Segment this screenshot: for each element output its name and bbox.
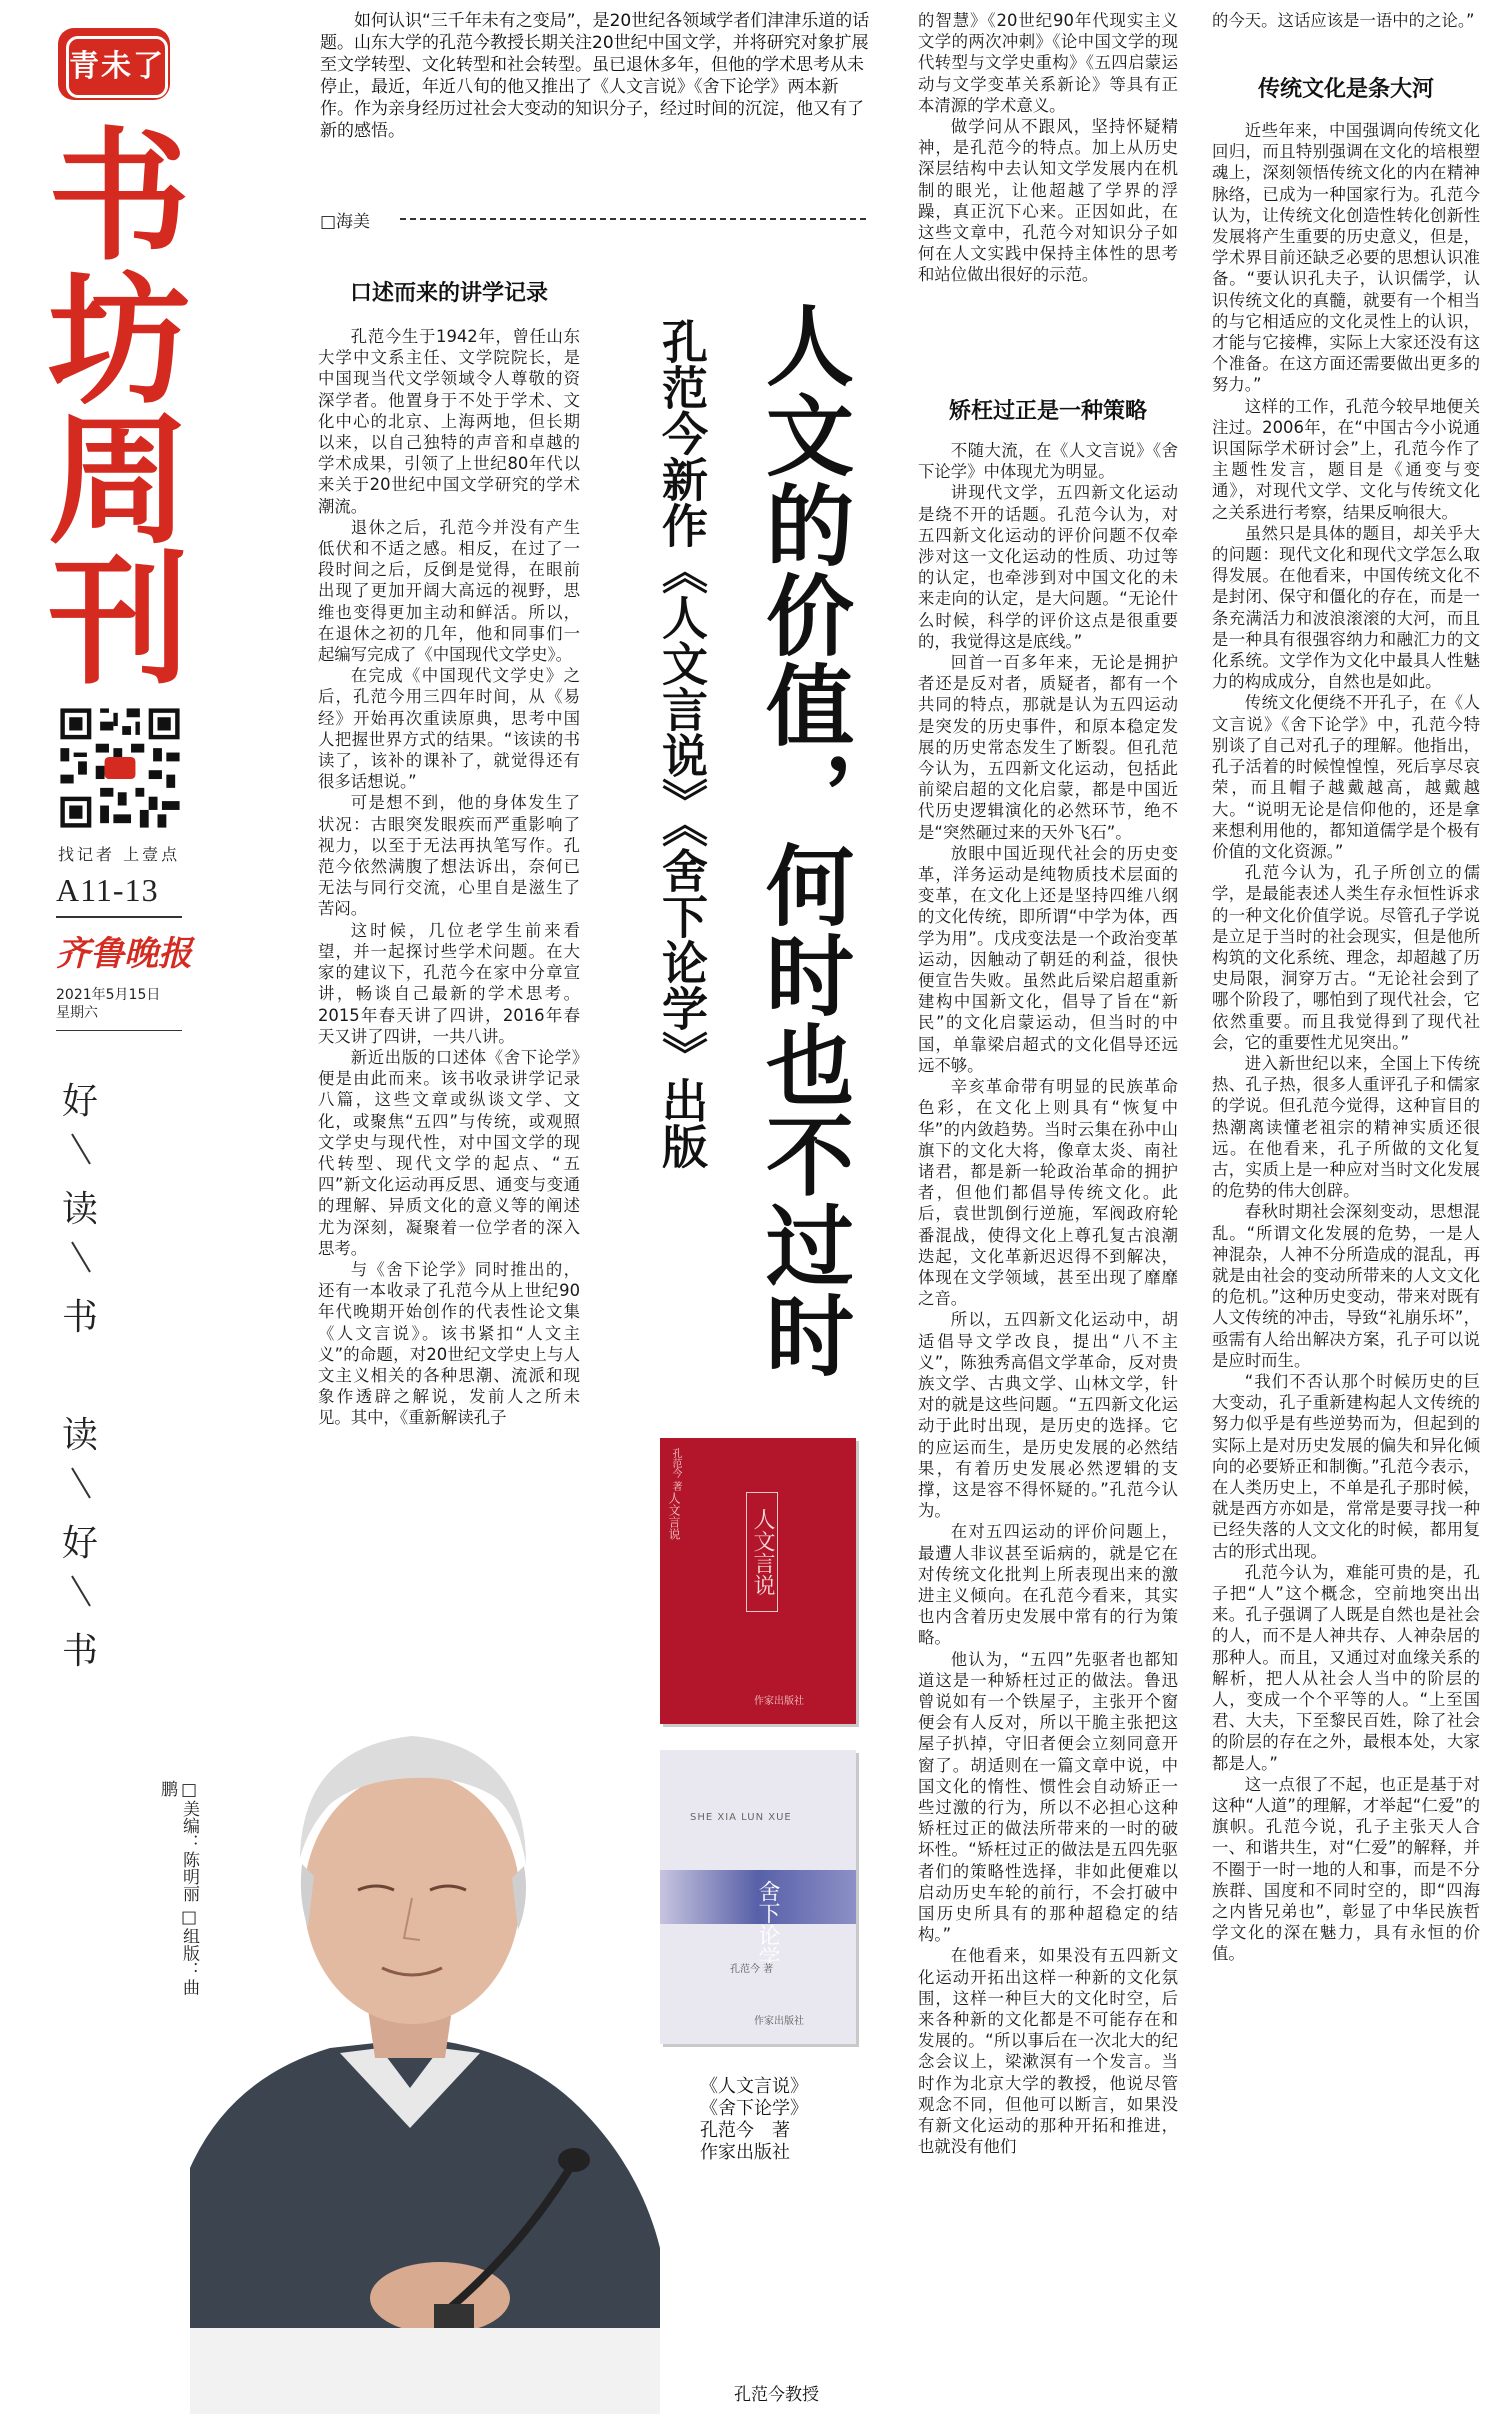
slash-divider-icon — [66, 1132, 96, 1166]
paragraph: 虽然只是具体的题目，却关乎大的问题：现代文化和现代文学怎么取得发展。在他看来，中国传统文化不是封闭、保守和僵化的存在，而是一条充满活力和波浪滚滚的大河，而且是一种具有很强容纳力和融汇力的文化系统。文学作为文化中最具人性魅力的构成成分，自然也是如此。 — [1212, 523, 1480, 692]
paragraph: 他认为，“五四”先驱者也都知道这是一种矫枉过正的做法。鲁迅曾说如有一个铁屋子，主张开个窗便会有人反对，所以干脆主张把这屋子扒掉，守旧者便会立刻同意开窗了。胡适则在一篇文章中说，中国文化的惰性、惯性会自动矫正一些过激的行为，所以不必担心这种矫枉过正的做法所带来的一时的破坏性。“矫枉过正的做法是五四先驱者们的策略性选择，非如此便难以启动历史车轮的前行，不会打破中国历史所具有的那种超稳定的结构。” — [918, 1649, 1178, 1945]
slogan-char: 好 — [61, 1523, 98, 1564]
section-heading: 口述而来的讲学记录 — [349, 281, 548, 306]
paragraph: 近些年来，中国强调向传统文化回归，而且特别强调在文化的培根塑魂上，深刻领悟传统文化的内在精神脉络，已成为一种国家行为。孔范今认为，让传统文化创造性转化创新性发展将产生重要的历史意义，但是，学术界目前还缺乏必要的思想认识准备。“要认识孔夫子，认识儒学，认识传统文化的真髓，就要有一个相当的与它相适应的文化灵性上的认识，才能与它接榫，实际上大家还没有这个准备。在这方面还需要做出更多的努力。” — [1212, 121, 1480, 395]
book-cover-title: 人文言说 — [746, 1492, 778, 1612]
paragraph: 的智慧》《20世纪90年代现实主义文学的两次冲刺》《论中国文学的现代转型与文学史重构》《五四启蒙运动与文学变革关系新论》等具有正本清源的学术意义。 — [918, 11, 1178, 115]
slogan-char: 好 — [61, 1081, 98, 1122]
book-cover-publisher: 作家出版社 — [754, 1696, 804, 1707]
paragraph: 孔范今认为，难能可贵的是，孔子把“人”这个概念，空前地突出出来。孔子强调了人既是自然也是社会的人，而不是人神共存、人神杂居的那种人。而且，又通过对血缘关系的解析，把人从社会人当中的阶层的人，变成一个个平等的人。“上至国君、大夫，下至黎民百姓，除了社会的阶层的存在之外，最根本处，大家都是人。” — [1212, 1562, 1480, 1773]
issue-date: 2021年5月15日 — [56, 987, 161, 1003]
paragraph: 在对五四运动的评价问题上，最遭人非议甚至诟病的，就是它在对传统文化批判上所表现出来的激进主义倾向。在孔范今看来，其实也内含着历史发展中常有的行为策略。 — [918, 1522, 1178, 1648]
paragraph: 在他看来，如果没有五四新文化运动开拓出这样一种新的文化氛围，这样一种巨大的文化时空，后来各种新的文化都是不可能存在和发展的。“所以事后在一次北大的纪念会议上，梁漱溟有一个发言。当时作为北京大学的教授，他说尽管观念不同，但他可以断言，如果没有新文化运动的那种开拓和推进，也就没有他们 — [918, 1946, 1178, 2157]
article-column — [1212, 120, 1480, 2404]
caption-line: 《舍下论学》 — [700, 2098, 808, 2119]
brand-logo-text: 青未了 — [66, 36, 168, 98]
section-title-char: 坊 — [48, 259, 190, 424]
paragraph: 的今天。这话应该是一语中的之论。” — [1212, 11, 1475, 30]
book-cover-author: 孔范今 著 — [670, 1448, 681, 1492]
section-title-char: 书 — [48, 115, 190, 280]
article-column — [918, 440, 1178, 2157]
book-cover-pinyin: SHE XIA LUN XUE — [690, 1812, 792, 1823]
article-lead: 如何认识“三千年未有之变局”，是20世纪各领域学者们津津乐道的话题。山东大学的孔范今教授长期关注20世纪中国文学，并将研究对象扩展至文学转型、文化转型和社会转型。虽已退休多年，但他的学术思考从未停止，最近，年近八旬的他又推出了《人文言说》《舍下论学》两本新作。作为亲身经历过社会大变动的知识分子，经过时间的沉淀，他又有了新的感悟。 — [320, 11, 870, 141]
book-cover-author: 孔范今 著 — [730, 1964, 774, 1975]
issue-weekday: 星期六 — [56, 1005, 98, 1021]
article-column — [1212, 10, 1480, 54]
paragraph: 做学问从不跟风，坚持怀疑精神，是孔范今的特点。加上从历史深层结构中去认知文学发展内在机制的眼光，让他超越了学界的浮躁，真正沉下心来。正因如此，在这些文章中，孔范今对知识分子如何在人文实践中保持主体性的思考和站位做出很好的示范。 — [918, 117, 1178, 285]
caption-line: 孔范今 著 — [700, 2120, 790, 2141]
section-title-char: 刊 — [48, 539, 190, 704]
slogan-char: 书 — [61, 1297, 98, 1338]
headline: 人文的价值，何时也不过时 — [752, 300, 855, 1380]
paragraph: 这样的工作，孔范今较早地便关注过。2006年，在“中国古今小说通识国际学术研讨会”上，孔范今作了主题性发言，题目是《通变与变通》，对现代文学、文化与传统文化之关系进行考察，结果反响很大。 — [1212, 396, 1480, 522]
paragraph: 在完成《中国现代文学史》之后，孔范今用三四年时间，从《易经》开始再次重读原典，思考中国人把握世界方式的结果。“该读的书读了，该补的课补了，就觉得还有很多话想说。” — [318, 666, 580, 792]
slogan-char: 读 — [61, 1415, 98, 1456]
paragraph: 不随大流，在《人文言说》《舍下论学》中体现尤为明显。 — [918, 441, 1178, 482]
qr-code-icon[interactable] — [56, 704, 184, 832]
byline: □海美 — [320, 212, 371, 232]
article-column — [918, 10, 1178, 372]
book-caption — [700, 2076, 900, 2164]
qr-hint-text: 找记者 上壹点 — [58, 845, 181, 864]
divider — [56, 916, 182, 918]
slogan-char: 书 — [61, 1631, 98, 1672]
paragraph: 退休之后，孔范今并没有产生低伏和不适之感。相反，在过了一段时间之后，反倒是觉得，在眼前出现了更加开阔大高远的视野，思维也变得更加主动和鲜活。所以，在退休之初的几年，他和同事们一起编写完成了《中国现代文学史》。 — [318, 517, 580, 665]
book-cover-side-title: 人文言说 — [667, 1492, 681, 1540]
paragraph: 所以，五四新文化运动中，胡适倡导文学改良，提出“八不主义”，陈独秀高倡文学革命，反对贵族文学、古典文学、山林文学，针对的就是这些问题。“五四新文化运动于此时出现，是历史的选择。它的应运而生，是历史发展的必然结果，有着历史发展必然逻辑的支撑，这是容不得怀疑的。”孔范今认为。 — [918, 1310, 1178, 1521]
paragraph: 春秋时期社会深刻变动，思想混乱。“所谓文化发展的危势，一是人神混杂，人神不分所造成的混乱，再就是由社会的变动所带来的人文文化的危机。”这种历史变动，带来对既有人文传统的冲击，导致“礼崩乐坏”，亟需有人给出解决方案，孔子可以说是应时而生。 — [1212, 1202, 1480, 1370]
slash-divider-icon — [66, 1466, 96, 1500]
paragraph: 放眼中国近现代社会的历史变革，洋务运动是纯物质技术层面的变革，在文化上还是坚持四维八纲的文化传统，即所谓“中学为体，西学为用”。戊戌变法是一个政治变革运动，因触动了朝廷的利益，很快便宣告失败。虽然此后梁启超重新建构中国新文化，倡导了旨在“新民”的文化启蒙运动，但当时的中国，单靠梁启超式的文化倡导还远远不够。 — [918, 843, 1178, 1075]
paragraph: 回首一百多年来，无论是拥护者还是反对者，质疑者，都有一个共同的特点，那就是认为五四运动是突发的历史事件，和原本稳定发展的历史常态发生了断裂。但孔范今认为，五四新文化运动，包括此前梁启超的文化启蒙，都是中国近代历史逻辑演化的必然环节，绝不是“突然砸过来的天外飞石”。 — [918, 653, 1178, 842]
photo-caption: 孔范今教授 — [734, 2385, 819, 2405]
paragraph: 孔范今认为，孔子所创立的儒学，是最能表述人类生存永恒性诉求的一种文化价值学说。尽管孔子学说是立足于当时的社会现实，但是他所构筑的文化系统、理念，却超越了历史局限，洞穿万古。“无论社会到了哪个阶段了，哪怕到了现代社会，它依然重要。而且我觉得到了现代社会，它的重要性尤见突出。” — [1212, 863, 1480, 1052]
caption-line: 作家出版社 — [700, 2142, 790, 2163]
book-cover-publisher: 作家出版社 — [754, 2016, 804, 2027]
paragraph: 新近出版的口述体《舍下论学》便是由此而来。该书收录讲学记录八篇，这些文章或纵谈文学、文化，或聚焦“五四”与传统，或观照文学史与现代性，对中国文学的现代转型、现代文学的起点、“五四”新文化运动再反思、通变与变通的理解、异质文化的意义等的阐述尤为深刻，凝聚着一位学者的深入思考。 — [318, 1047, 580, 1258]
slogan-char: 读 — [61, 1189, 98, 1230]
page-range: A11-13 — [56, 872, 159, 908]
slash-divider-icon — [66, 1574, 96, 1608]
subheadline: 孔范今新作《人文言说》《舍下论学》出版 — [655, 318, 709, 1169]
divider — [400, 218, 866, 220]
portrait-photo — [190, 1608, 660, 2414]
divider — [56, 1030, 182, 1031]
article-column — [318, 326, 580, 1642]
paragraph: 这一点很了不起，也正是基于对这种“人道”的理解，才举起“仁爱”的旗帜。孔范今说，孔子主张天人合一、和谐共生，对“仁爱”的解释，并不圈于一时一地的人和事，而是不分族群、国度和不同时空的，即“四海之内皆兄弟也”，彰显了中华民族哲学文化的深在魅力，具有永恒的价值。 — [1212, 1774, 1480, 1964]
paragraph: 进入新世纪以来，全国上下传统热、孔子热，很多人重评孔子和儒家的学说。但孔范今觉得，这种盲目的热潮离读懂老祖宗的精神实质还很远。在他看来，孔子所做的文化复古，实质上是一种应对当时文化发展的危势的伟大创辟。 — [1212, 1053, 1480, 1201]
paragraph: 孔范今生于1942年，曾任山东大学中文系主任、文学院院长，是中国现当代文学领域令人尊敬的资深学者。他置身于不处于学术、文化中心的北京、上海两地，但长期以来，以自己独特的声音和卓越的学术成果，引领了上世纪80年代以来关于20世纪中国文学研究的学术潮流。 — [318, 327, 580, 516]
paragraph: 辛亥革命带有明显的民族革命色彩，在文化上则具有“恢复中华”的内敛趋势。当时云集在孙中山旗下的文化大将，像章太炎、南社诸君，都是新一轮政治革命的拥护者，但他们都倡导传统文化。此后，袁世凯倒行逆施，军阀政府轮番混战，使得文化上尊孔复古浪潮迭起，文化革新迟迟得不到解决，体现在文学领域，甚至出现了靡靡之音。 — [918, 1077, 1178, 1309]
editor-credits: □美编：陈明丽 □组版：曲鹏 — [157, 1780, 199, 1996]
paragraph: 与《舍下论学》同时推出的，还有一本收录了孔范今从上世纪90年代晚期开始创作的代表性论文集《人文言说》。该书紧扣“人文主义”的命题，对20世纪文学史上与人文主义相关的各种思潮、流派和现象作透辟之解说，发前人之所未见。其中，《重新解读孔子 — [318, 1259, 580, 1428]
newspaper-name: 齐鲁晚报 — [56, 934, 192, 974]
paragraph: 讲现代文学，五四新文化运动是绕不开的话题。孔范今认为，对五四新文化运动的评价问题不仅牵涉对这一文化运动的性质、功过等的认定，也牵涉到对中国文化的未来走向的认定，是大问题。“无论什么时候，科学的评价这点是很重要的，我觉得这是底线。” — [918, 483, 1178, 651]
slash-divider-icon — [66, 1240, 96, 1274]
caption-line: 《人文言说》 — [700, 2076, 808, 2097]
section-heading: 传统文化是条大河 — [1257, 77, 1434, 102]
section-title-char: 周 — [48, 399, 190, 564]
paragraph: 可是想不到，他的身体发生了状况：古眼突发眼疾而严重影响了视力，以至于无法再执笔写作。孔范今依然满腹了想法诉出，奈何已无法与同行交流，心里自是滋生了苦闷。 — [318, 793, 580, 919]
paragraph: 这时候，几位老学生前来看望，并一起探讨些学术问题。在大家的建议下，孔范今在家中分章宣讲，畅谈自己最新的学术思考。2015年春天讲了四讲，2016年春天又讲了四讲，一共八讲。 — [318, 920, 580, 1046]
paragraph: 传统文化便绕不开孔子，在《人文言说》《舍下论学》中，孔范今特别谈了自己对孔子的理解。他指出，孔子活着的时候惶惶惶，死后享尽哀荣，而且帽子越戴越高，越戴越大。“说明无论是信仰他的，还是拿来想利用他的，都知道儒学是个极有价值的文化资源。” — [1212, 693, 1480, 861]
paragraph: “我们不否认那个时候历史的巨大变动，孔子重新建构起人文传统的努力似乎是有些逆势而为，但起到的实际上是对历史发展的偏失和异化倾向的必要矫正和制衡。”孔范今表示，在人类历史上，不单是孔子那时候，就是西方亦如是，常常是要寻找一种已经失落的人文文化的时候，都用复古的形式出现。 — [1212, 1371, 1480, 1561]
section-heading: 矫枉过正是一种策略 — [948, 399, 1147, 424]
book-cover-title: 舍下论学 — [755, 1880, 780, 1968]
